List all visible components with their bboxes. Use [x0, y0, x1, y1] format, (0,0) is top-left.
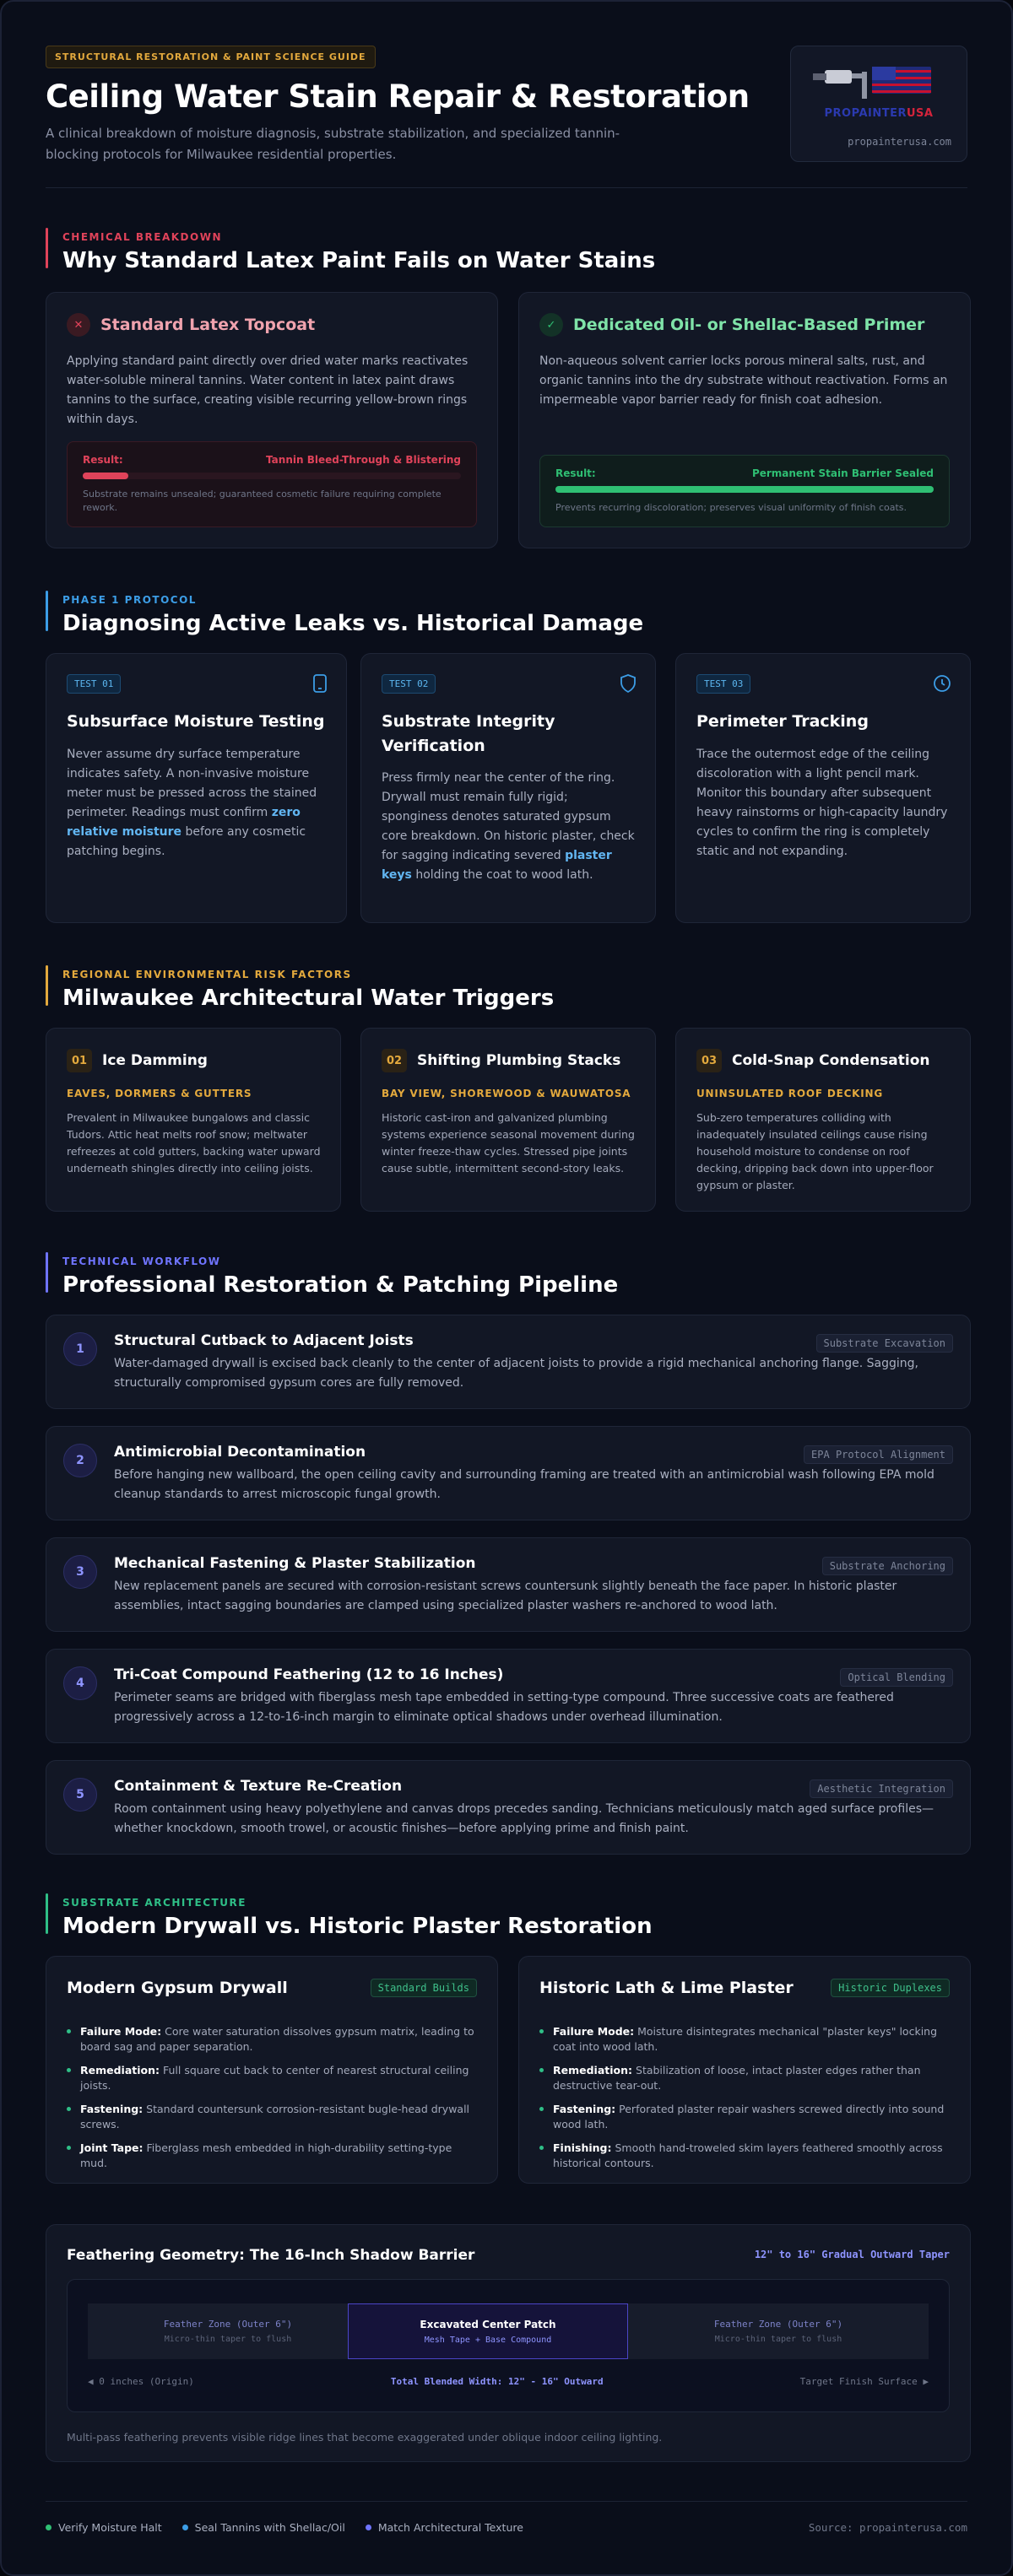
feathering-geometry-card [46, 2224, 971, 2462]
pipeline-step [46, 1315, 971, 1409]
card-title: Standard Latex Topcoat [100, 316, 316, 334]
section-kicker: SUBSTRATE ARCHITECTURE [62, 1897, 246, 1909]
test-title: Perimeter Tracking [696, 712, 869, 731]
page-subtitle: A clinical breakdown of moisture diagnosis, substrate stabilization, and specialized tannin-blocking protocols for Milwaukee residential properties. [46, 126, 620, 162]
step-tag: Optical Blending [840, 1668, 953, 1687]
list-item: Joint Tape: Fiberglass mesh embedded in high-durability setting-type mud. [67, 2141, 477, 2171]
brand-url[interactable]: propainterusa.com [848, 136, 951, 148]
trigger-body: Historic cast-iron and galvanized plumbing systems experience seasonal movement during winter freeze-thaw cycles. Stressed pipe joints cause subtle, intermittent second-story leaks. [382, 1111, 635, 1175]
page-title: Ceiling Water Stain Repair & Restoration [46, 78, 750, 115]
trigger-title: Shifting Plumbing Stacks [417, 1052, 621, 1069]
list-item: Failure Mode: Moisture disintegrates mechanical "plaster keys" locking coat into wood lath. [539, 2024, 950, 2055]
step-number: 2 [63, 1444, 97, 1477]
section-triggers-heading [46, 965, 967, 1011]
page-footer [46, 2521, 967, 2534]
legend-item: Seal Tannins with Shellac/Oil [182, 2521, 345, 2534]
trigger-location: EAVES, DORMERS & GUTTERS [67, 1088, 252, 1099]
check-icon: ✓ [539, 313, 563, 337]
step-body: Perimeter seams are bridged with fiberglass mesh tape embedded in setting-type compound. Three successive coats are feathered progressively across a 12-to-16-inch margin to eliminate optical shadows under overhead illumination. [114, 1691, 894, 1724]
footer-legend [46, 2521, 523, 2534]
section-title: Milwaukee Architectural Water Triggers [62, 986, 555, 1011]
geometry-title: Feathering Geometry: The 16-Inch Shadow Barrier [67, 2247, 475, 2264]
right-feather-zone: Feather Zone (Outer 6") Micro-thin taper to flush [628, 2303, 929, 2359]
trigger-body: Prevalent in Milwaukee bungalows and classic Tudors. Attic heat melts roof snow; meltwater refreezes at cold gutters, backing water upward underneath shingles directly into ceiling joists. [67, 1111, 321, 1175]
step-number: 4 [63, 1666, 97, 1700]
primer-card [518, 292, 971, 548]
section-title: Diagnosing Active Leaks vs. Historical Damage [62, 611, 644, 636]
test-body: Never assume dry surface temperature indicates safety. A non-invasive moisture meter must be pressed across the stained perimeter. Readings must confirm zero relative moisture before any cosmetic patching begins. [67, 748, 317, 858]
shield-icon [620, 674, 637, 693]
step-title: Structural Cutback to Adjacent Joists [114, 1332, 414, 1349]
test-badge: TEST 02 [382, 674, 436, 694]
list-item: Fastening: Standard countersunk corrosion-resistant bugle-head drywall screws. [67, 2102, 477, 2132]
failure-bar-fill [83, 473, 128, 479]
card-tag: Standard Builds [371, 1979, 477, 1997]
success-bar-fill [555, 486, 934, 493]
trigger-body: Sub-zero temperatures colliding with inadequately insulated ceilings cause rising household moisture to condense on roof decking, dripping back down into upper-floor gypsum or plaster. [696, 1111, 934, 1191]
trigger-location: BAY VIEW, SHOREWOOD & WAUWATOSA [382, 1088, 631, 1099]
section-pipeline-heading [46, 1252, 967, 1298]
legend-item: Match Architectural Texture [366, 2521, 523, 2534]
step-tag: Aesthetic Integration [810, 1779, 953, 1798]
section-kicker: PHASE 1 PROTOCOL [62, 594, 197, 606]
left-feather-zone: Feather Zone (Outer 6") Micro-thin taper to flush [88, 2303, 368, 2359]
list-item: Failure Mode: Core water saturation dissolves gypsum matrix, leading to board sag and paper separation. [67, 2024, 477, 2055]
step-title: Mechanical Fastening & Plaster Stabilization [114, 1555, 476, 1572]
step-body: Water-damaged drywall is excised back cleanly to the center of adjacent joists to provide a rigid mechanical anchoring flange. Sagging, structurally compromised gypsum cores are fully removed. [114, 1357, 918, 1390]
list-item: Remediation: Full square cut back to center of nearest structural ceiling joists. [67, 2063, 477, 2093]
list-item: Fastening: Perforated plaster repair washers screwed directly into sound wood lath. [539, 2102, 950, 2132]
trigger-number: 02 [382, 1049, 407, 1072]
scale-target-label: Target Finish Surface ▶ [799, 2376, 929, 2387]
trigger-number: 03 [696, 1049, 722, 1072]
step-number: 3 [63, 1555, 97, 1589]
card-tag: Historic Duplexes [831, 1979, 950, 1997]
test-badge: TEST 01 [67, 674, 121, 694]
center-patch-zone: Excavated Center Patch Mesh Tape + Base Compound [348, 2303, 628, 2359]
step-title: Tri-Coat Compound Feathering (12 to 16 Inches) [114, 1666, 504, 1683]
test-card-moisture [46, 653, 347, 923]
test-title: Substrate Integrity Verification [382, 712, 555, 755]
plaster-spec-list [539, 2024, 950, 2179]
pipeline-step [46, 1537, 971, 1632]
test-badge: TEST 03 [696, 674, 750, 694]
guide-badge: STRUCTURAL RESTORATION & PAINT SCIENCE GUIDE [46, 46, 376, 68]
success-bar [555, 486, 934, 493]
highlight-term: plaster keys [382, 849, 612, 882]
trigger-card-plumbing [360, 1028, 656, 1212]
section-kicker: TECHNICAL WORKFLOW [62, 1256, 221, 1267]
trigger-title: Cold-Snap Condensation [732, 1052, 930, 1069]
brand-logo-card[interactable] [790, 46, 967, 162]
brand-logo-text: PROPAINTERUSA [824, 107, 934, 120]
highlight-term: zero relative moisture [67, 806, 301, 839]
step-title: Containment & Texture Re-Creation [114, 1778, 403, 1795]
trigger-card-ice-damming [46, 1028, 341, 1212]
geometry-tag: 12" to 16" Gradual Outward Taper [754, 2249, 950, 2260]
step-body: New replacement panels are secured with corrosion-resistant screws countersunk slightly beneath the face paper. In historic plaster assemblies, intact sagging boundaries are clamped using specialized plaster washers re-anchored to wood lath. [114, 1580, 897, 1612]
failure-result-box: Result: Tannin Bleed-Through & Blistering Substrate remains unsealed; guaranteed cosmetic failure requiring complete rework. [67, 441, 477, 527]
test-card-integrity [360, 653, 656, 923]
plaster-card [518, 1956, 971, 2184]
legend-item: Verify Moisture Halt [46, 2521, 162, 2534]
phone-icon [312, 674, 328, 693]
paint-roller-flag-icon [813, 65, 946, 105]
x-icon: ✕ [67, 313, 90, 337]
scale-origin-label: ◀ 0 inches (Origin) [88, 2376, 194, 2387]
page-header [46, 46, 967, 189]
feathering-diagram [67, 2279, 950, 2412]
test-card-perimeter [675, 653, 971, 923]
section-chemistry-heading [46, 228, 967, 273]
latex-topcoat-card [46, 292, 498, 548]
trigger-title: Ice Damming [102, 1052, 208, 1069]
section-substrate-heading [46, 1893, 967, 1939]
step-body: Before hanging new wallboard, the open ceiling cavity and surrounding framing are treated with an antimicrobial wash following EPA mold cleanup standards to arrest microscopic fungal growth. [114, 1468, 934, 1501]
geometry-note: Multi-pass feathering prevents visible ridge lines that become exaggerated under oblique indoor ceiling lighting. [67, 2431, 663, 2444]
drywall-spec-list [67, 2024, 477, 2179]
success-result-box: Result: Permanent Stain Barrier Sealed Prevents recurring discoloration; preserves visual uniformity of finish coats. [539, 455, 950, 527]
step-tag: EPA Protocol Alignment [804, 1445, 953, 1464]
step-number: 1 [63, 1332, 97, 1366]
section-title: Modern Drywall vs. Historic Plaster Restoration [62, 1914, 653, 1939]
result-note: Prevents recurring discoloration; preserves visual uniformity of finish coats. [555, 502, 907, 513]
section-kicker: REGIONAL ENVIRONMENTAL RISK FACTORS [62, 969, 352, 980]
card-body: Applying standard paint directly over dried water marks reactivates water-soluble mineral tannins. Water content in latex paint draws tannins to the surface, creating visible recurring yellow-brown rings within days. [67, 354, 469, 426]
section-kicker: CHEMICAL BREAKDOWN [62, 231, 222, 243]
failure-bar [83, 473, 461, 479]
trigger-card-condensation [675, 1028, 971, 1212]
footer-divider [46, 2501, 967, 2502]
pipeline-step [46, 1760, 971, 1855]
step-body: Room containment using heavy polyethylene and canvas drops precedes sanding. Technicians meticulously match aged surface profiles—whether knockdown, smooth trowel, or acoustic finishes—before applying prime and finish paint. [114, 1802, 934, 1835]
section-title: Why Standard Latex Paint Fails on Water Stains [62, 248, 656, 273]
card-title: Dedicated Oil- or Shellac-Based Primer [573, 316, 925, 334]
card-title: Modern Gypsum Drywall [67, 1979, 288, 1997]
card-title: Historic Lath & Lime Plaster [539, 1979, 794, 1997]
step-tag: Substrate Anchoring [822, 1557, 953, 1575]
step-number: 5 [63, 1778, 97, 1812]
width-scale [88, 2376, 929, 2387]
test-title: Subsurface Moisture Testing [67, 712, 325, 731]
dot-icon [46, 2525, 51, 2530]
trigger-location: UNINSULATED ROOF DECKING [696, 1088, 884, 1099]
clock-icon [933, 674, 951, 693]
trigger-number: 01 [67, 1049, 92, 1072]
card-body: Non-aqueous solvent carrier locks porous mineral salts, rust, and organic tannins into the dry substrate without reactivation. Forms an impermeable vapor barrier ready for finish coat adhesion. [539, 354, 948, 407]
section-title: Professional Restoration & Patching Pipeline [62, 1272, 619, 1298]
dot-icon [182, 2525, 188, 2530]
source-credit[interactable]: Source: propainterusa.com [808, 2521, 967, 2534]
result-value: Tannin Bleed-Through & Blistering [266, 454, 461, 466]
step-title: Antimicrobial Decontamination [114, 1444, 366, 1461]
result-value: Permanent Stain Barrier Sealed [751, 467, 934, 479]
dot-icon [366, 2525, 371, 2530]
list-item: Finishing: Smooth hand-troweled skim layers feathered smoothly across historical contours. [539, 2141, 950, 2171]
step-tag: Substrate Excavation [816, 1334, 954, 1353]
drywall-card [46, 1956, 498, 2184]
section-diagnosis-heading [46, 591, 967, 636]
test-body: Press firmly near the center of the ring. Drywall must remain fully rigid; sponginess denotes saturated gypsum core breakdown. On historic plaster, check for sagging indicating severed plaster keys holding the coat to wood lath. [382, 771, 635, 882]
result-note: Substrate remains unsealed; guaranteed cosmetic failure requiring complete rework. [83, 489, 441, 513]
pipeline-step [46, 1426, 971, 1520]
list-item: Remediation: Stabilization of loose, intact plaster edges rather than destructive tear-out. [539, 2063, 950, 2093]
scale-total-label: Total Blended Width: 12" - 16" Outward [390, 2376, 604, 2387]
test-body: Trace the outermost edge of the ceiling discoloration with a light pencil mark. Monitor this boundary after subsequent heavy rainstorms or high-capacity laundry cycles to confirm the ring is completely static and not expanding. [696, 748, 948, 858]
pipeline-step [46, 1649, 971, 1743]
header-divider [46, 187, 967, 188]
